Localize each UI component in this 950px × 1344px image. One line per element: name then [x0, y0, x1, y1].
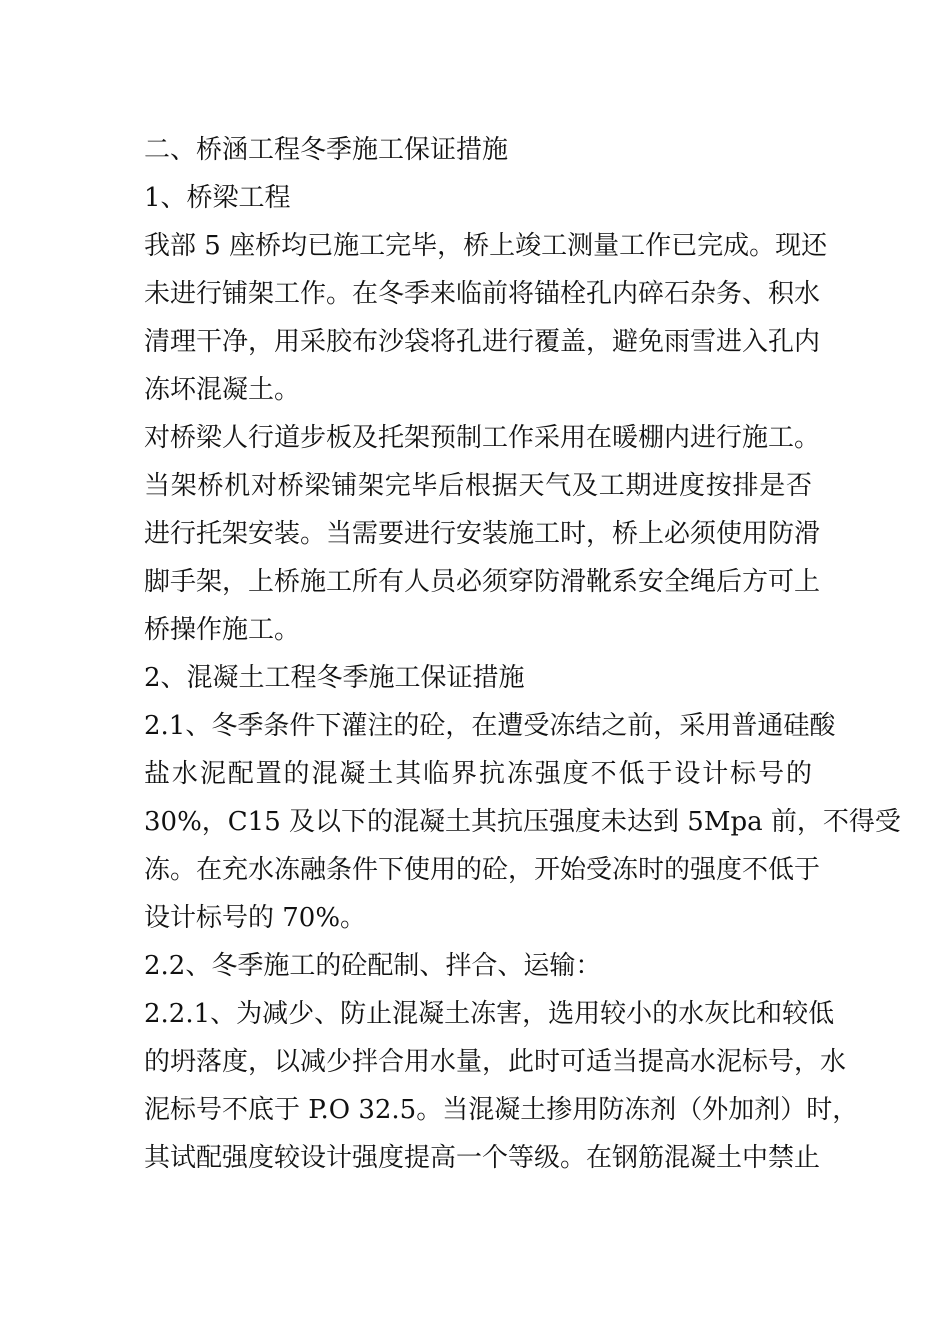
text-line: 泥标号不底于 P.O 32.5。当混凝土掺用防冻剂（外加剂）时， [144, 1095, 859, 1125]
text-line: 1、桥梁工程 [144, 183, 291, 213]
text-line: 进行托架安装。当需要进行安装施工时，桥上必须使用防滑 [144, 519, 821, 549]
text-line: 未进行铺架工作。在冬季来临前将锚栓孔内碎石杂务、积水 [144, 279, 821, 309]
text-line: 2.2、冬季施工的砼配制、拌合、运输： [144, 951, 602, 981]
text-line: 桥操作施工。 [144, 615, 301, 645]
text-line: 对桥梁人行道步板及托架预制工作采用在暖棚内进行施工。 [144, 423, 821, 453]
text-line: 我部 5 座桥均已施工完毕，桥上竣工测量工作已完成。现还 [144, 231, 828, 261]
text-line: 盐水泥配置的混凝土其临界抗冻强度不低于设计标号的 [144, 759, 812, 789]
text-line: 2.1、冬季条件下灌注的砼，在遭受冻结之前，采用普通硅酸 [144, 711, 836, 741]
text-line: 的坍落度，以减少拌合用水量，此时可适当提高水泥标号，水 [144, 1047, 847, 1077]
text-line: 设计标号的 70%。 [144, 903, 367, 933]
text-line: 30%，C15 及以下的混凝土其抗压强度未达到 5Mpa 前，不得受 [144, 807, 901, 837]
text-line: 2.2.1、为减少、防止混凝土冻害，选用较小的水灰比和较低 [144, 999, 835, 1029]
text-line: 脚手架，上桥施工所有人员必须穿防滑靴系安全绳后方可上 [144, 567, 821, 597]
text-line: 冻。在充水冻融条件下使用的砼，开始受冻时的强度不低于 [144, 855, 821, 885]
text-line: 2、混凝土工程冬季施工保证措施 [144, 663, 525, 693]
document-body [144, 126, 901, 1182]
text-line: 冻坏混凝土。 [144, 375, 301, 405]
text-line: 其试配强度较设计强度提高一个等级。在钢筋混凝土中禁止 [144, 1143, 821, 1173]
text-line: 二、桥涵工程冬季施工保证措施 [144, 135, 509, 165]
text-line: 当架桥机对桥梁铺架完毕后根据天气及工期进度按排是否 [144, 471, 812, 501]
text-line: 清理干净，用采胶布沙袋将孔进行覆盖，避免雨雪进入孔内 [144, 327, 821, 357]
